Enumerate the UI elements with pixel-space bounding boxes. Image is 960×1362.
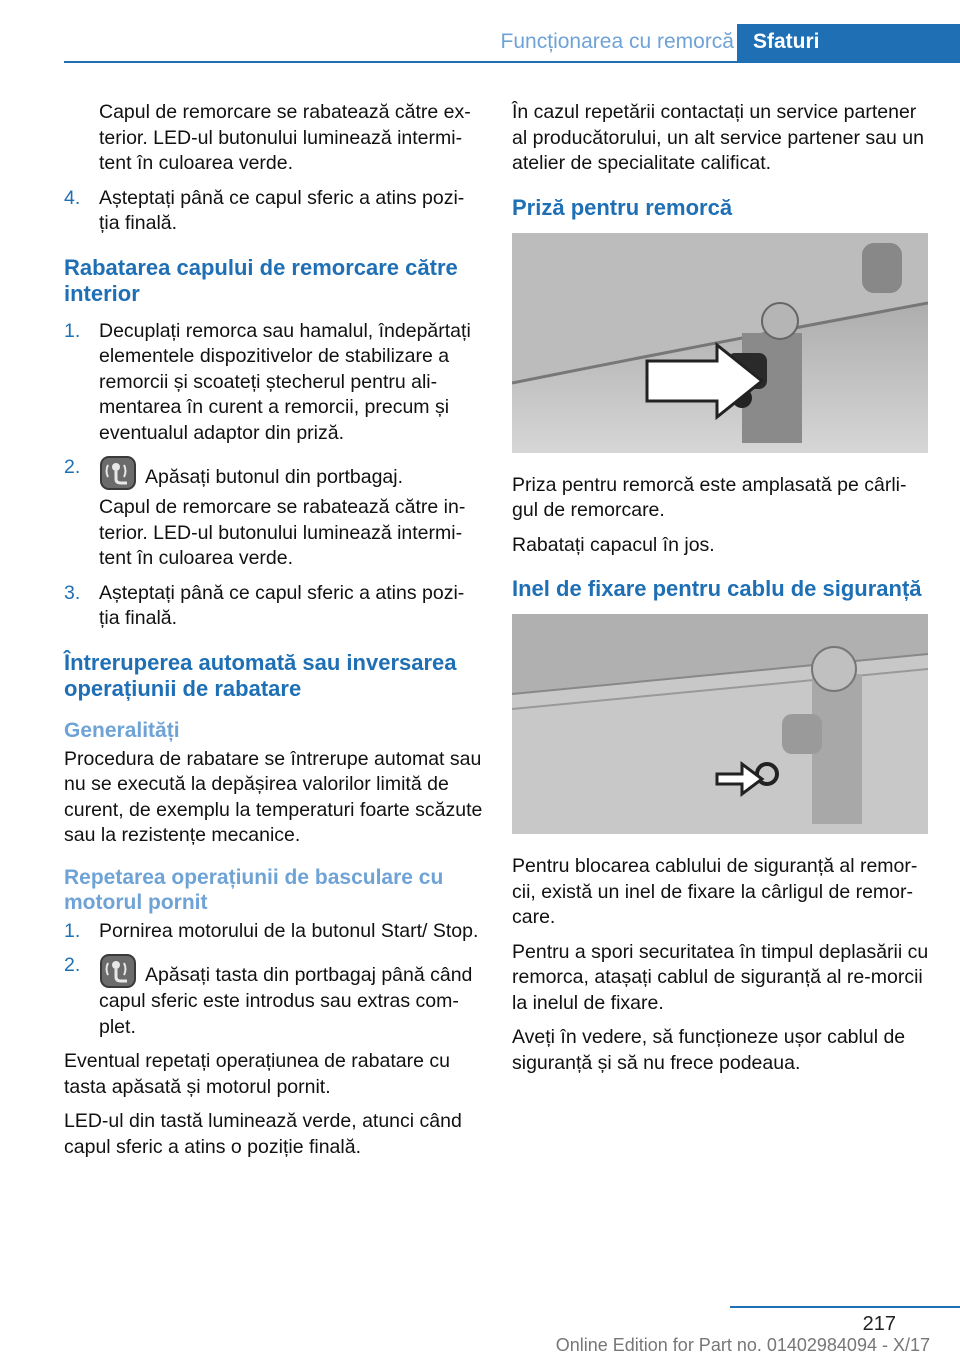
step-2 (64, 953, 484, 1040)
heading-rabatare-interior: Rabatarea capului de remorcare către interior (64, 254, 458, 306)
heading-intreruperea: Întreruperea automată sau inversarea operațiunii de rabatare (64, 649, 457, 701)
safety-cable-ring-photo (512, 614, 928, 834)
paragraph-eventual: Eventual repetați operațiunea de rabatare cu tasta apăsată și motorul pornit. (64, 1050, 450, 1098)
step-1 (64, 319, 484, 447)
paragraph-led: LED-ul din tastă luminează verde, atunci când capul sferic a atins o poziție finală. (64, 1110, 462, 1158)
step-2 (64, 455, 484, 572)
step-number: 2. (64, 954, 81, 976)
step-text: Pornirea motorului de la butonul Start/ Stop. (99, 919, 479, 942)
subheading-repetarea: Repetarea operațiunii de basculare cu motorul pornit (64, 865, 444, 914)
heading-priza: Priză pentru remorcă (512, 194, 733, 220)
paragraph-priza-2: Rabatați capacul în jos. (512, 533, 715, 556)
subheading-generalitati: Generalități (64, 718, 180, 742)
page-number: 217 (862, 1313, 896, 1335)
step-number: 4. (64, 186, 81, 209)
header-chapter-tab: Sfaturi (737, 24, 960, 62)
paragraph-priza-1: Priza pentru remorcă este amplasată pe cârli-gul de remorcare. (512, 473, 907, 521)
step-text: Așteptați până ce capul sferic a atins pozi-ția finală. (99, 581, 465, 629)
paragraph-generalitati: Procedura de rabatare se întrerupe automat sau nu se execută la depășirea valorilor limită de curent, de exemplu la temperaturi foarte scăzute sau la rezistențe mecanice. (64, 747, 483, 846)
step-text: Decuplați remorca sau hamalul, îndepărtați elementele dispozitivelor de stabilizare a remorcii și scoateți ștecherul pentru ali-mentarea în curent a remorcii, precum și eventualul adaptor din priză. (99, 319, 471, 444)
step-result: Capul de remorcare se rabatează către in-terior. LED-ul butonului luminează intermi-tent în culoarea verde. (99, 496, 466, 569)
step-text: Apăsați tasta din portbagaj până când capul sferic este introdus sau extras com-plet. (99, 964, 473, 1038)
paragraph-service: În cazul repetării contactați un service partener al producătorului, un alt service partener sau un atelier de specialitate calificat. (512, 101, 924, 174)
step-text: Apăsați butonul din portbagaj. (145, 466, 404, 488)
step-number: 3. (64, 581, 81, 604)
paragraph-inel-2: Pentru a spori securitatea în timpul deplasării cu remorca, atașați cablul de siguranță al re-morcii la inelul de fixare. (512, 940, 929, 1014)
left-column (64, 100, 484, 1169)
footer-rule (730, 1306, 960, 1308)
step-number: 1. (64, 919, 81, 942)
trailer-socket-photo (512, 233, 928, 453)
step-1 (64, 919, 484, 945)
step-number: 2. (64, 456, 81, 478)
step-3 (64, 581, 484, 632)
step-continuation: Capul de remorcare se rabatează către ex-terior. LED-ul butonului luminează intermi-tent în culoarea verde. (99, 101, 471, 174)
right-column (512, 100, 932, 1085)
header-section-title: Funcționarea cu remorcă (500, 30, 734, 53)
paragraph-inel-3: Aveți în vedere, să funcționeze ușor cablul de siguranță și să nu frece podeaua. (512, 1026, 906, 1074)
heading-inel: Inel de fixare pentru cablu de siguranță (512, 576, 922, 601)
step-4 (64, 186, 484, 237)
edition-footer: Online Edition for Part no. 01402984094 - X/17 (555, 1335, 930, 1355)
tow-hitch-button-icon (99, 953, 137, 989)
step-number: 1. (64, 319, 81, 342)
paragraph-inel-1: Pentru blocarea cablului de siguranță al remor-cii, există un inel de fixare la cârligul de remor-care. (512, 855, 918, 928)
tow-hitch-button-icon (99, 455, 137, 491)
step-text: Așteptați până ce capul sferic a atins pozi-ția finală. (99, 186, 465, 234)
